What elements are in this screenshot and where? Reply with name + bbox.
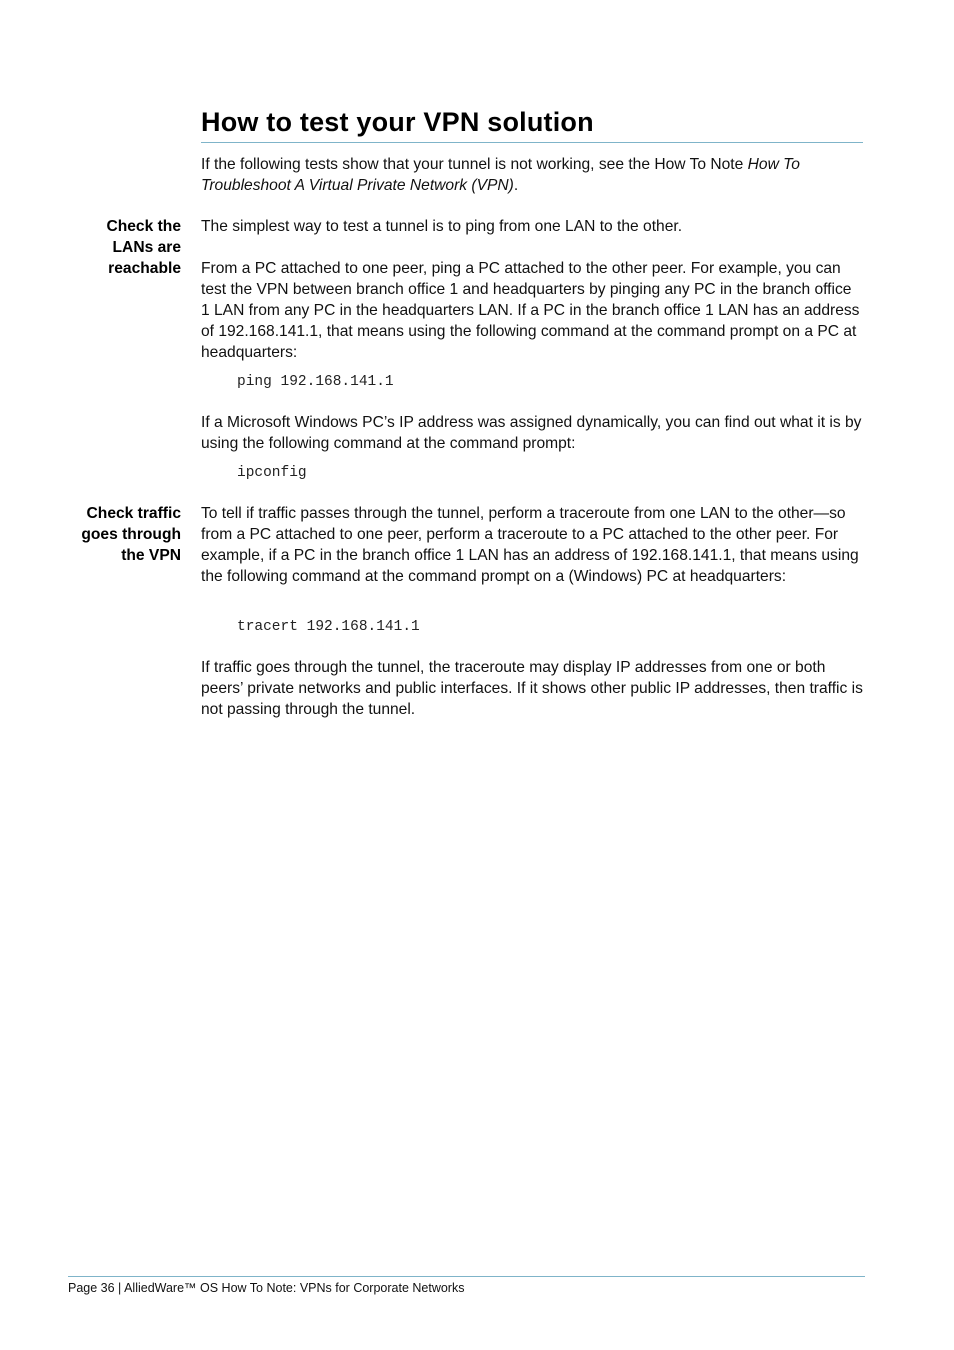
section-heading-line: Check the [106,218,181,235]
footer-divider [68,1276,865,1277]
intro-paragraph [201,154,863,196]
section-heading-line: reachable [108,260,181,277]
title-divider [201,142,863,143]
section-heading-line: Check traffic [86,505,181,522]
body-paragraph: If a Microsoft Windows PC’s IP address was assigned dynamically, you can find out what it is by using the following command at the command prompt: [201,414,862,452]
command-ping: ping 192.168.141.1 [237,374,394,390]
body-paragraph: If traffic goes through the tunnel, the traceroute may display IP addresses from one or both peers’ private networks and public interfaces. If it shows other public IP addresses, then traffic is not passing through the tunnel. [201,659,863,718]
section-heading-line: LANs are [112,239,181,256]
section-heading-line: goes through [81,526,181,543]
intro-end: . [513,177,519,194]
intro-text: If the following tests show that your tunnel is not working, see the How To Note [201,156,748,173]
intro-referenced-note: How To Troubleshoot A Virtual Private Network (VPN) [201,156,800,194]
section-heading-check-traffic [60,503,181,566]
footer-text: Page 36 | AlliedWare™ OS How To Note: VPNs for Corporate Networks [68,1281,465,1295]
section-heading-line: the VPN [121,547,181,564]
body-paragraph: To tell if traffic passes through the tunnel, perform a traceroute from one LAN to the other—so from a PC attached to one peer, perform a traceroute to a PC attached to the other peer. For example, if a PC in the branch office 1 LAN has an address of 192.168.141.1, that means using the following command at the command prompt on a (Windows) PC at headquarters: [201,505,859,585]
command-tracert: tracert 192.168.141.1 [237,619,420,635]
body-paragraph: The simplest way to test a tunnel is to ping from one LAN to the other. [201,218,683,235]
page-title: How to test your VPN solution [201,107,594,137]
section-heading-check-lans [60,216,181,279]
body-paragraph: From a PC attached to one peer, ping a PC attached to the other peer. For example, you can test the VPN between branch office 1 and headquarters by pinging any PC in the branch office 1 LAN from any PC in the headquarters LAN. If a PC in the branch office 1 LAN has an address of 192.168.141.1, that means using the following command at the command prompt on a PC at headquarters: [201,260,860,361]
command-ipconfig: ipconfig [237,465,307,481]
